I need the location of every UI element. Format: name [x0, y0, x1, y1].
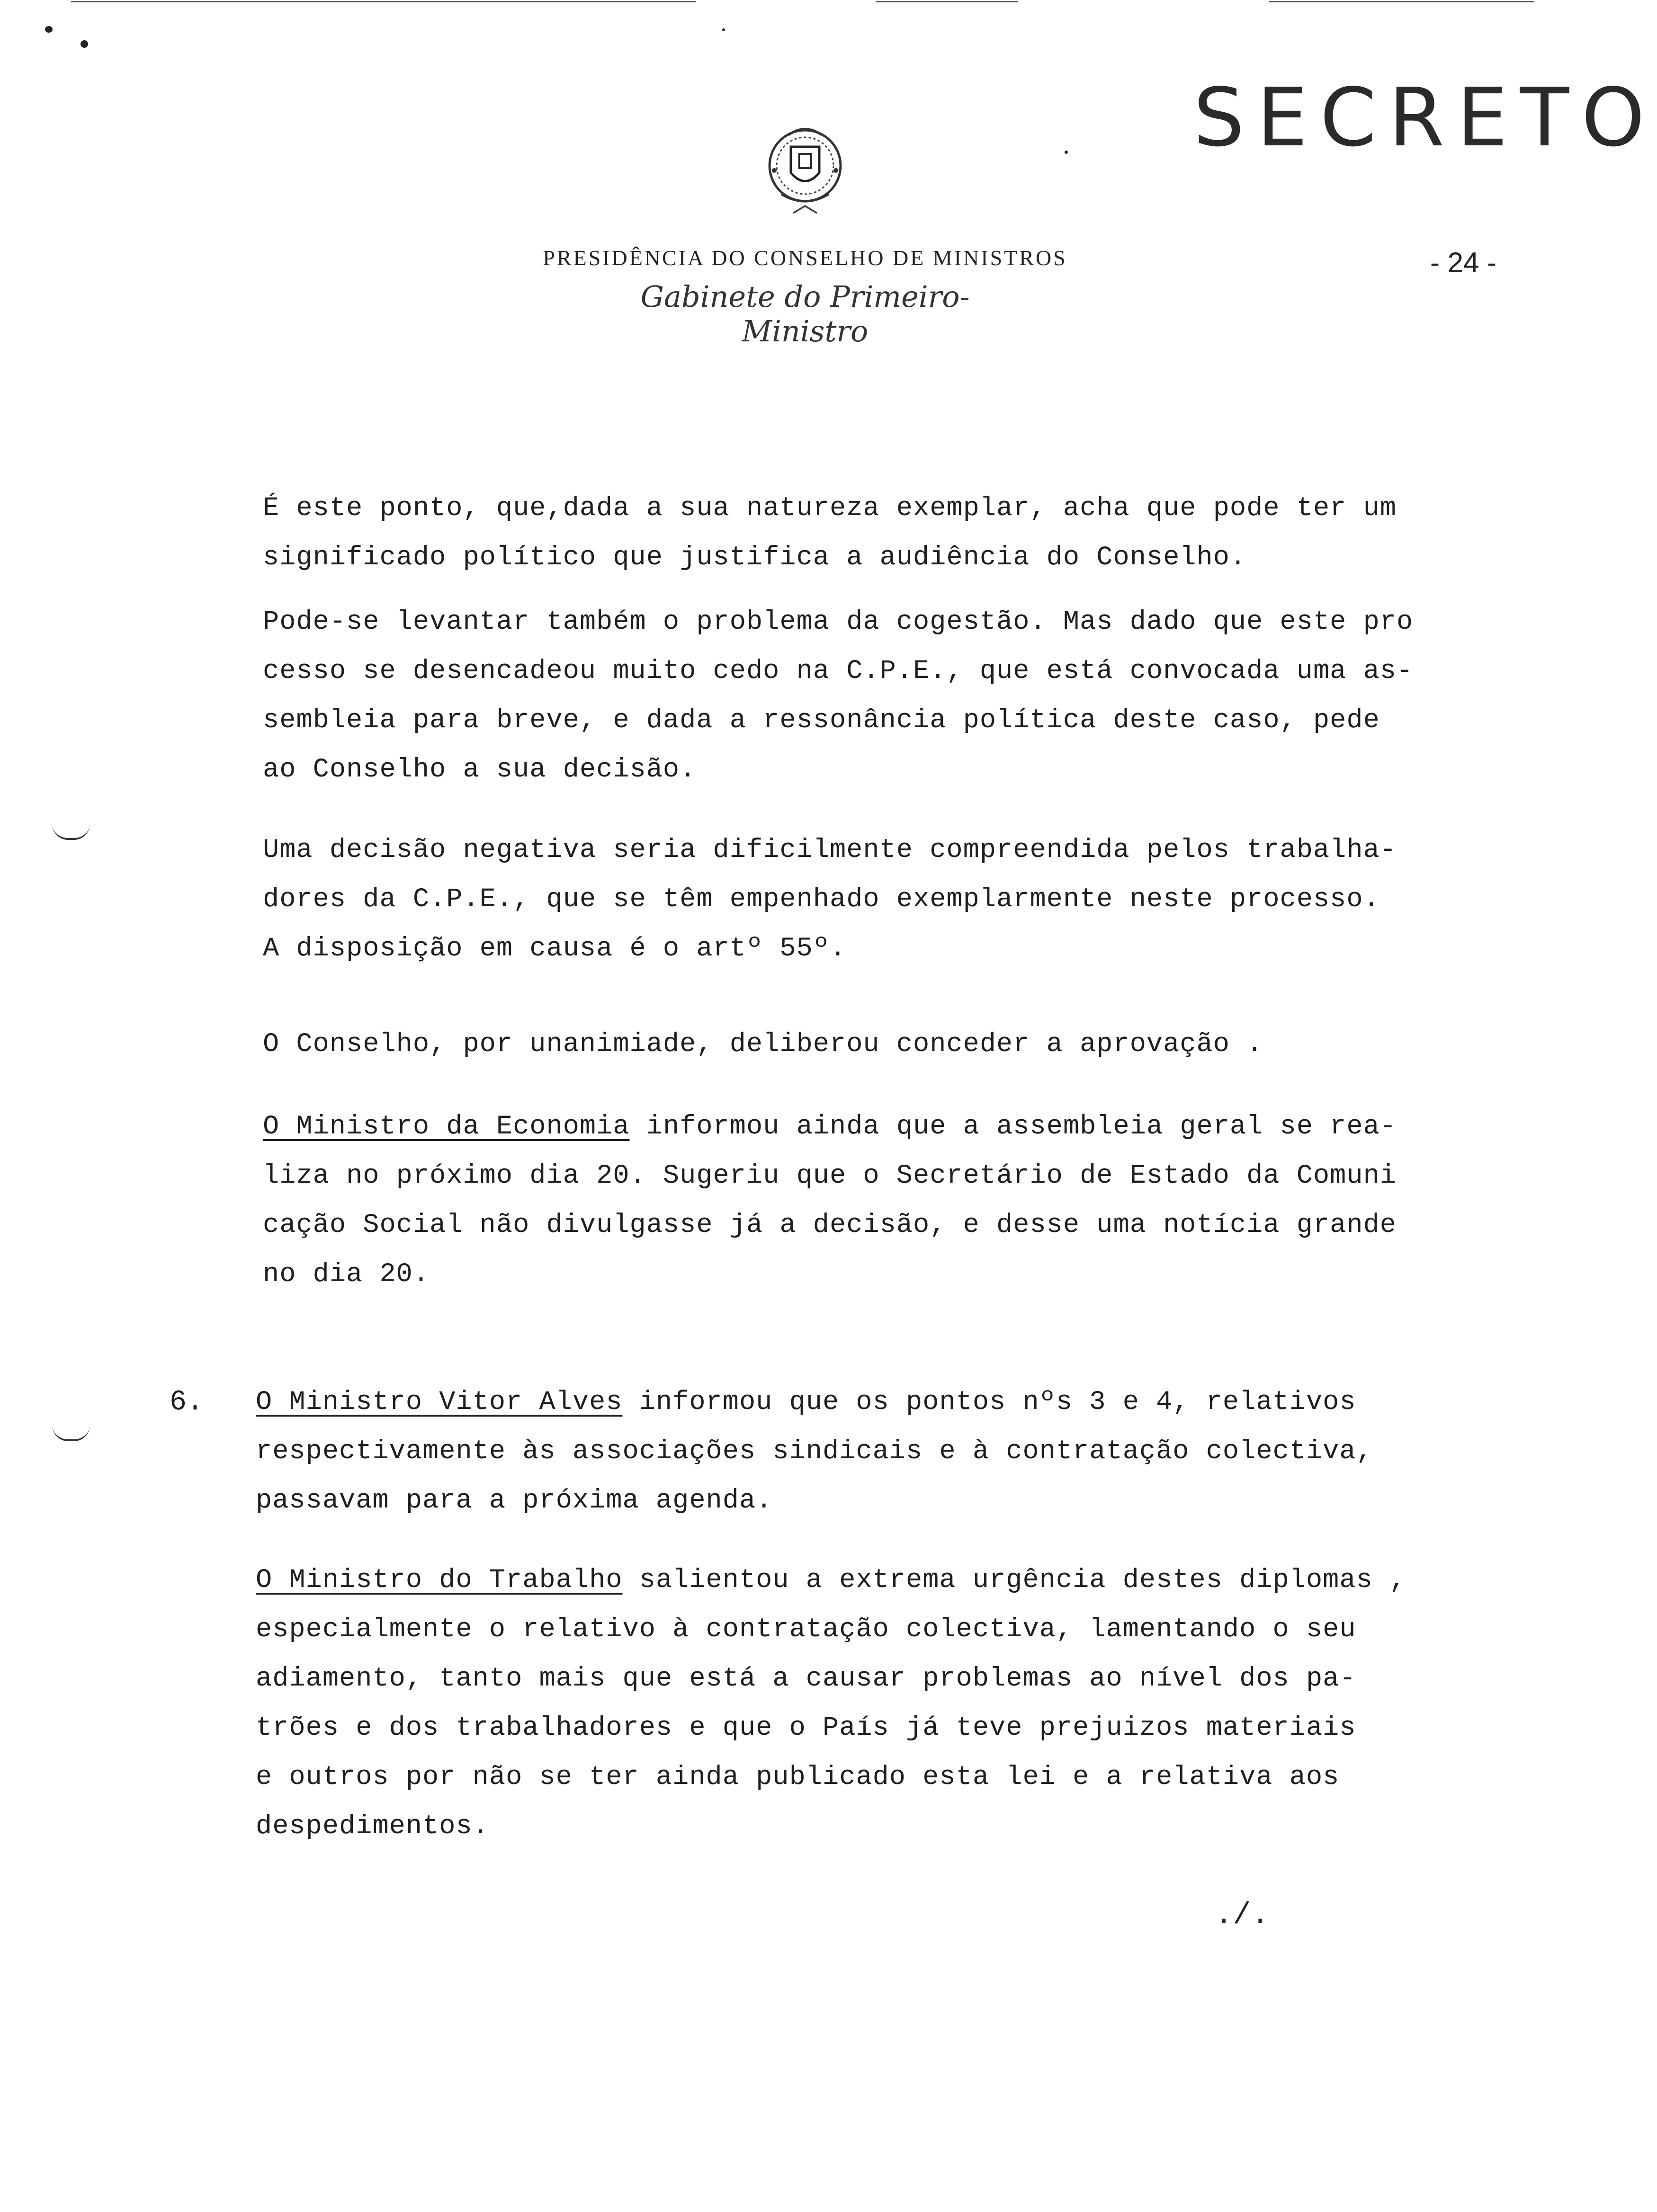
- secret-stamp: SECRETO: [1193, 71, 1657, 165]
- item-number: 6.: [170, 1386, 204, 1418]
- scan-edge-line: [1269, 1, 1534, 2]
- line-rest: informou que os pontos nºs 3 e 4, relativos: [622, 1387, 1356, 1418]
- text-line: Uma decisão negativa seria dificilmente compreendida pelos trabalha-: [263, 835, 1397, 865]
- text-line: O Conselho, por unanimiade, deliberou conceder a aprovação .: [263, 1029, 1263, 1060]
- paragraph-4: [263, 1020, 1447, 1069]
- speaker-name: O Ministro da Economia: [263, 1112, 630, 1142]
- line-rest: salientou a extrema urgência destes diplomas ,: [622, 1565, 1406, 1596]
- speaker-name: O Ministro Vitor Alves: [256, 1387, 623, 1418]
- text-line: passavam para a próxima agenda.: [256, 1486, 773, 1516]
- text-line: cesso se desencadeou muito cedo na C.P.E., que está convocada uma as-: [263, 656, 1414, 687]
- text-line: Pode-se levantar também o problema da cogestão. Mas dado que este pro: [263, 607, 1414, 637]
- margin-mark: [52, 1425, 90, 1441]
- text-line: trões e dos trabalhadores e que o País já teve prejuizos materiais: [256, 1713, 1356, 1743]
- scan-speck: [722, 28, 725, 31]
- letterhead-subtitle: Gabinete do Primeiro-Ministro: [640, 279, 970, 348]
- text-line: dores da C.P.E., que se têm empenhado exemplarmente neste processo.: [263, 884, 1380, 915]
- coat-of-arms-icon: [746, 111, 864, 230]
- paragraph-7: [256, 1556, 1440, 1851]
- continuation-mark: ./.: [1215, 1899, 1270, 1933]
- speaker-name: O Ministro do Trabalho: [256, 1565, 623, 1596]
- text-line: [263, 1102, 1447, 1151]
- line-rest: informou ainda que a assembleia geral se rea-: [629, 1112, 1397, 1142]
- margin-mark: [52, 824, 90, 840]
- text-line: cação Social não divulgasse já a decisão, e desse uma notícia grande: [263, 1210, 1397, 1240]
- text-line: sembleia para breve, e dada a ressonância política deste caso, pede: [263, 705, 1380, 736]
- text-line: ao Conselho a sua decisão.: [263, 755, 697, 785]
- paragraph-1: [263, 484, 1447, 582]
- scan-speck: [45, 26, 53, 33]
- text-line: e outros por não se ter ainda publicado esta lei e a relativa aos: [256, 1762, 1340, 1793]
- scan-speck: [81, 40, 88, 48]
- text-line: no dia 20.: [263, 1259, 430, 1290]
- paragraph-3: [263, 826, 1447, 973]
- text-line: respectivamente às associações sindicais e à contratação colectiva,: [256, 1436, 1373, 1467]
- text-line: despedimentos.: [256, 1811, 489, 1842]
- text-line: A disposição em causa é o artº 55º.: [263, 934, 847, 964]
- paragraph-5: [263, 1102, 1447, 1299]
- text-line: especialmente o relativo à contratação colectiva, lamentando o seu: [256, 1614, 1356, 1645]
- text-line: adiamento, tanto mais que está a causar problemas ao nível dos pa-: [256, 1664, 1356, 1694]
- text-line: É este ponto, que,dada a sua natureza exemplar, acha que pode ter um: [263, 493, 1397, 524]
- page-number: - 24 -: [1430, 247, 1497, 278]
- letterhead-title: PRESIDÊNCIA DO CONSELHO DE MINISTROS: [543, 246, 1067, 270]
- paragraph-6: [256, 1378, 1440, 1525]
- text-line: [256, 1378, 1440, 1427]
- scan-edge-line: [71, 1, 696, 2]
- scan-edge-line: [876, 1, 1018, 2]
- scan-speck: [1065, 151, 1068, 154]
- text-line: [256, 1556, 1440, 1605]
- paragraph-2: [263, 598, 1447, 794]
- text-line: significado político que justifica a audiência do Conselho.: [263, 543, 1247, 573]
- text-line: liza no próximo dia 20. Sugeriu que o Secretário de Estado da Comuni: [263, 1161, 1397, 1191]
